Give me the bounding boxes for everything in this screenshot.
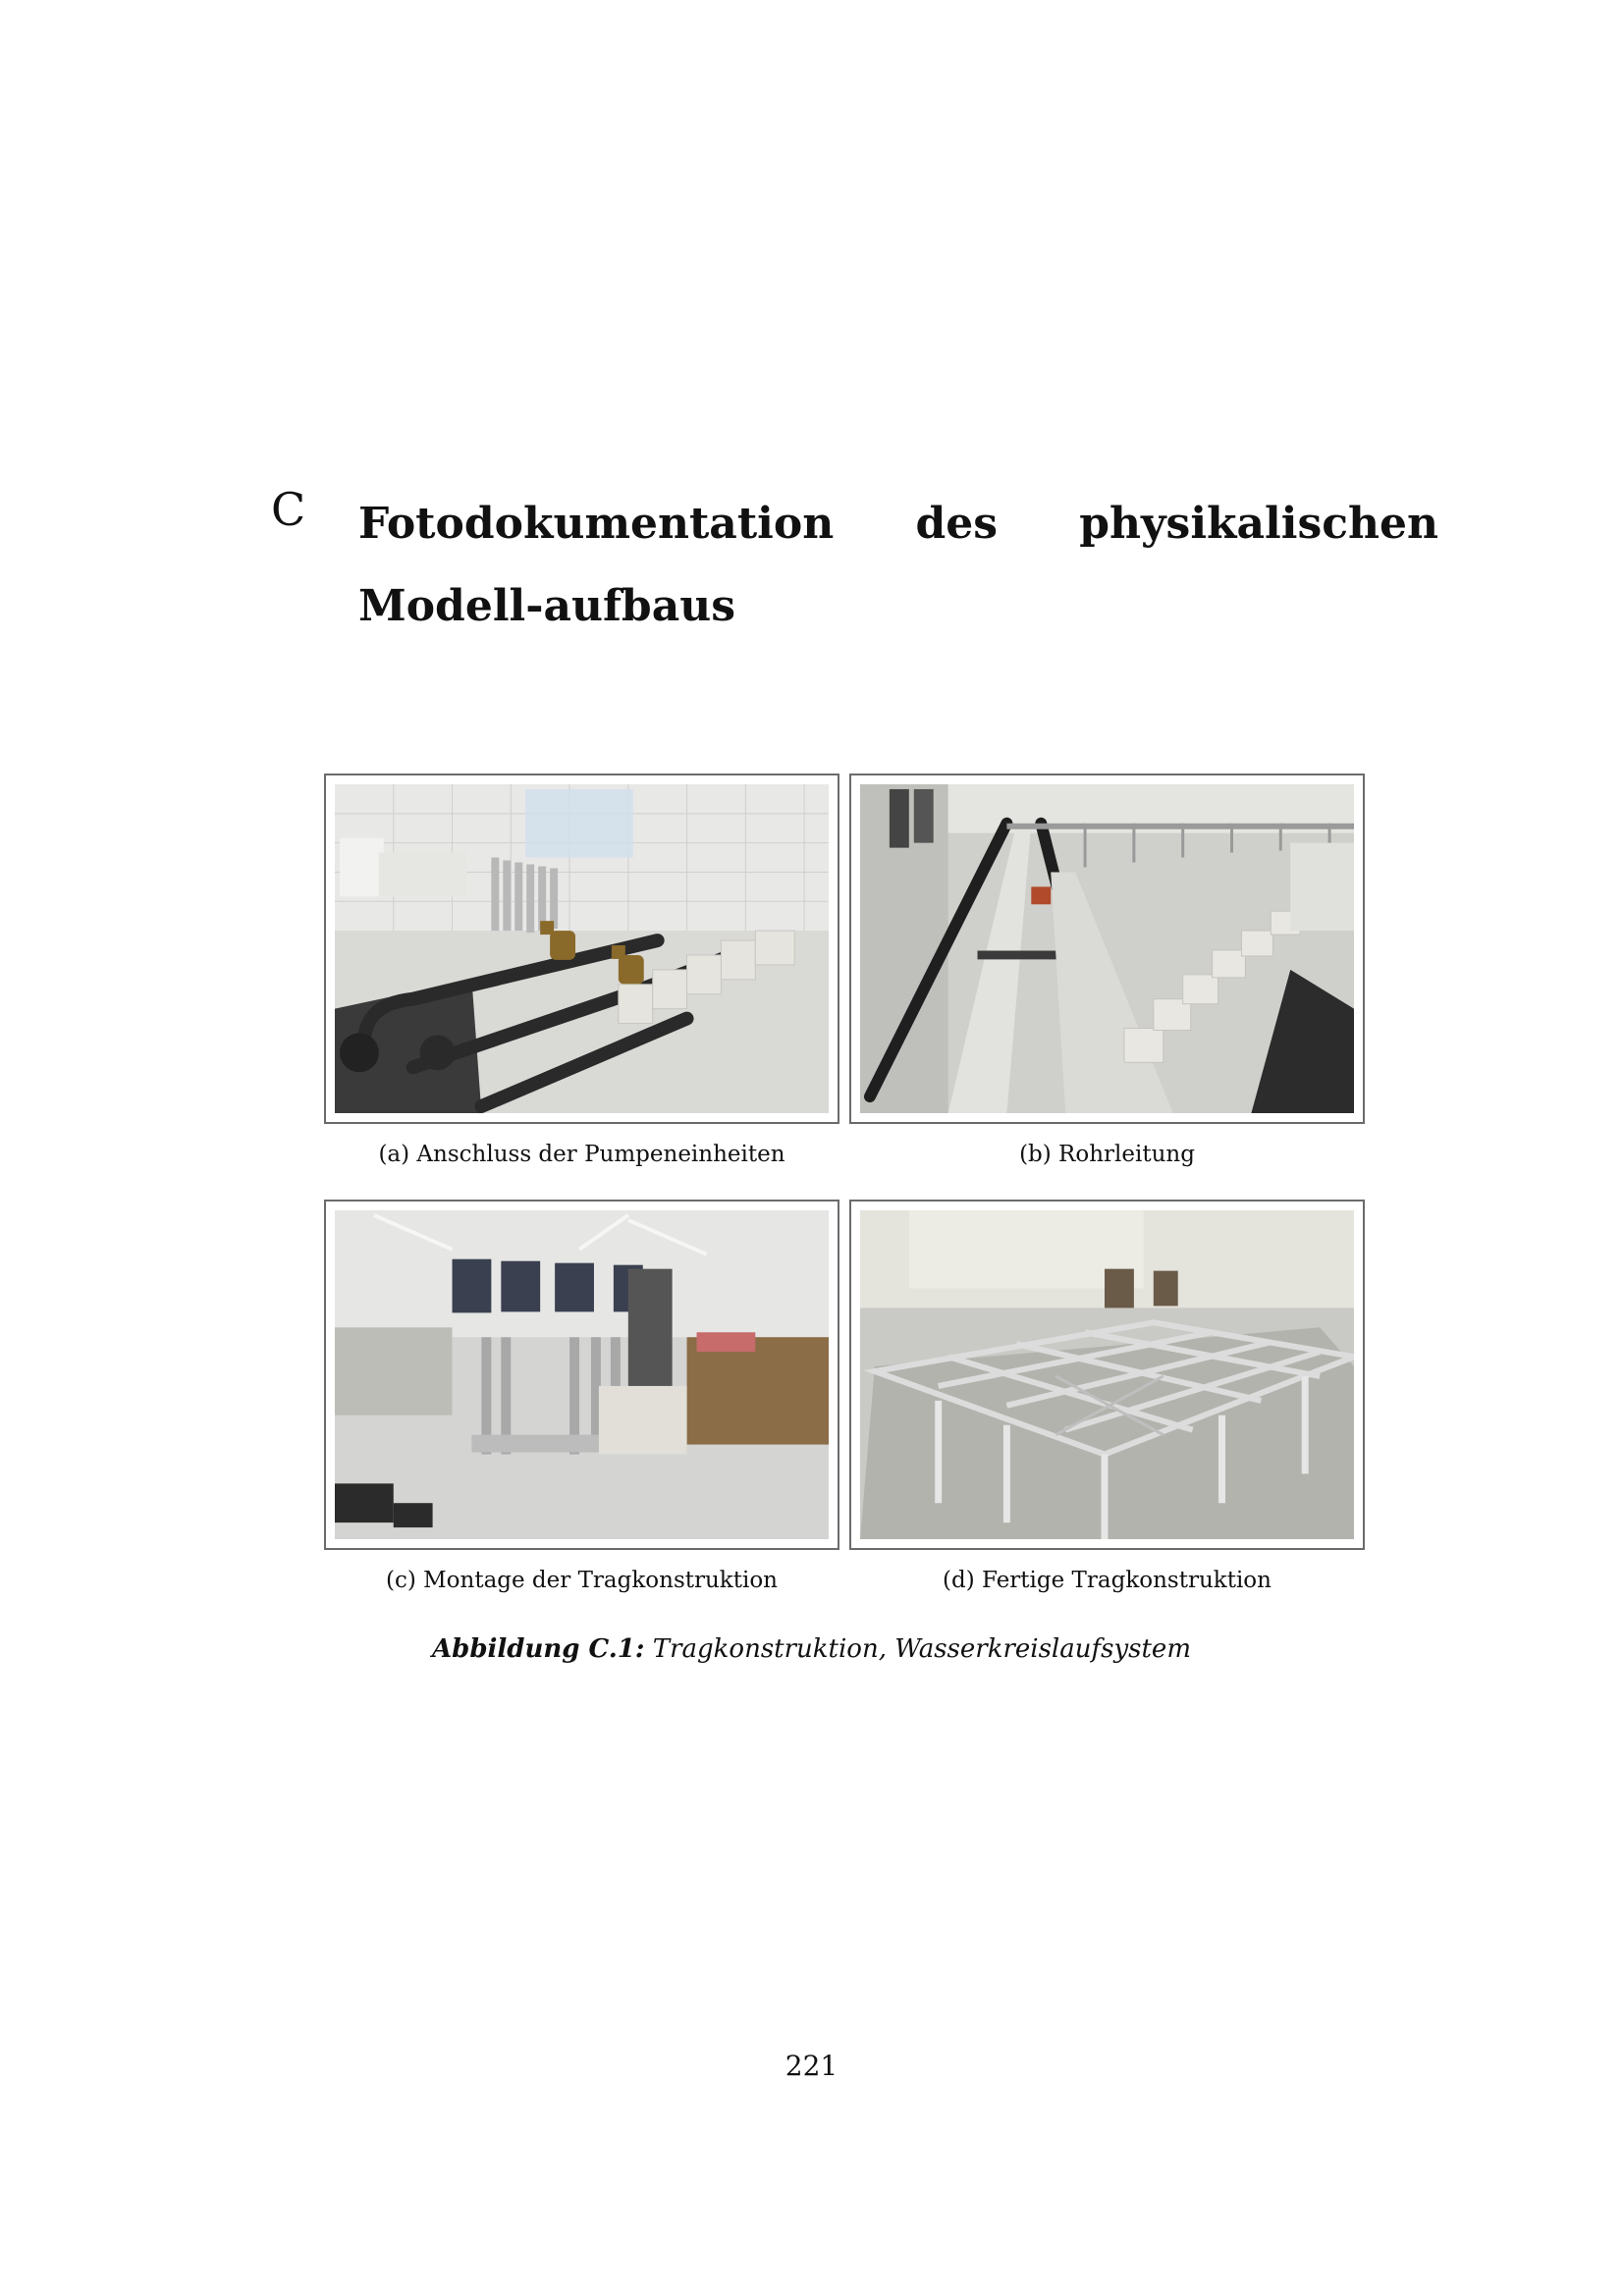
figure-caption-label: Abbildung C.1: — [432, 1634, 645, 1664]
chapter-letter: C — [271, 483, 306, 536]
photo-finished-structure — [860, 1210, 1354, 1539]
figure-caption — [0, 1634, 1623, 1664]
photo-assembly — [335, 1210, 829, 1539]
figure-d — [849, 1200, 1365, 1550]
subcaption-b: (b) Rohrleitung — [1019, 1142, 1195, 1167]
chapter-title: Fotodokumentation des physikalischen Modell-aufbaus — [358, 499, 1438, 631]
figure-caption-text: Tragkonstruktion, Wasserkreislaufsystem — [652, 1634, 1191, 1664]
photo-pipeline — [860, 784, 1354, 1113]
figure-c — [324, 1200, 839, 1550]
page-number: 221 — [784, 2050, 839, 2082]
subcaption-d: (d) Fertige Tragkonstruktion — [943, 1568, 1271, 1593]
photo-pump-connection — [335, 784, 829, 1113]
subcaption-c: (c) Montage der Tragkonstruktion — [385, 1568, 778, 1593]
figure-b — [849, 774, 1365, 1124]
subcaption-a: (a) Anschluss der Pumpeneinheiten — [378, 1142, 785, 1167]
figure-a — [324, 774, 839, 1124]
